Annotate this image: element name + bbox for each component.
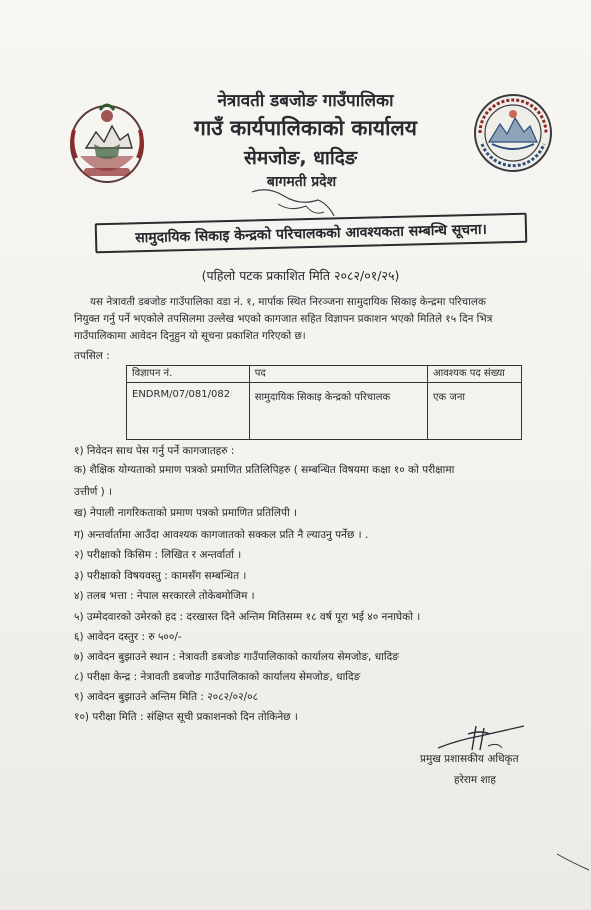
list-item: १०) परीक्षा मिति : संक्षिप्त सूची प्रकाशनको दिन तोकिनेछ । <box>74 711 298 723</box>
table-cell: ENDRM/07/081/082 <box>127 383 250 440</box>
list-item: १) निवेदन साथ पेस गर्नु पर्ने कागजातहरु : <box>74 445 235 457</box>
column-header: आवश्यक पद संख्या <box>428 366 522 383</box>
intro-line: नियुक्त गर्नु पर्ने भएकोले तपसिलमा उल्लेख भएको कागजात सहित विज्ञापन प्रकाशन भएको मितिले १५ दिन भित्र <box>74 313 493 325</box>
notice-title-text: सामुदायिक सिकाइ केन्द्रको परिचालकको आवश्यकता सम्बन्धि सूचना। <box>135 221 487 246</box>
list-item: उत्तीर्ण ) । <box>74 486 113 498</box>
vacancy-table <box>126 365 522 440</box>
office-location: सेमजोङ, धादिङ <box>244 147 357 169</box>
signatory-title: प्रमुख प्रशासकीय अधिकृत <box>420 753 519 765</box>
signatory-name: हरेराम शाह <box>454 774 496 786</box>
table-cell: एक जना <box>428 383 522 440</box>
list-item: ५) उम्मेदवारको उमेरको हद : दरखास्त दिने अन्तिम मितिसम्म १८ वर्ष पूरा भई ४० ननाघेको । <box>74 611 421 623</box>
tapsil-label: तपसिल : <box>74 350 110 362</box>
province-name: बागमती प्रदेश <box>266 174 337 190</box>
municipality-name: नेत्रावती डबजोङ गाउँपालिका <box>217 91 394 111</box>
list-item: २) परीक्षाको किसिम : लिखित र अन्तर्वार्ता । <box>74 549 242 561</box>
list-item: ग) अन्तर्वार्तामा आउँदा आवश्यक कागजातको सक्कल प्रति नै ल्याउनु पर्नेछ । . <box>74 529 369 541</box>
handwritten-signature <box>428 720 528 754</box>
list-item: ७) आवेदन बुझाउने स्थान : नेत्रावती डबजोङ गाउँपालिकाको कार्यालय सेमजोङ, धादिङ <box>74 651 399 663</box>
list-item: ४) तलब भत्ता : नेपाल सरकारले तोकेबमोजिम । <box>74 590 255 602</box>
list-item: ८) परीक्षा केन्द्र : नेत्रावती डबजोङ गाउँपालिकाको कार्यालय सेमजोङ, धादिङ <box>74 671 361 683</box>
intro-paragraph <box>74 294 536 345</box>
list-item: ख) नेपाली नागरिकताको प्रमाण पत्रको प्रमाणित प्रतिलिपी । <box>74 507 297 519</box>
column-header: पद <box>249 366 427 383</box>
publication-date-line: (पहिलो पटक प्रकाशित मिति २०८२/०१/२५) <box>201 268 400 283</box>
list-item: ६) आवेदन दस्तुर : रु ५००/- <box>74 631 182 643</box>
column-header: विज्ञापन नं. <box>127 366 250 383</box>
intro-line: यस नेत्रावती डबजोङ गाउँपालिका वडा नं. १, मार्पाक स्थित निरञ्जना सामुदायिक सिकाइ केन्द्रमा परिचालक <box>90 296 486 308</box>
list-item: क) शैक्षिक योग्यताको प्रमाण पत्रको प्रमाणित प्रतिलिपिहरु ( सम्बन्धित विषयमा कक्षा १० को परीक्षामा <box>74 464 455 476</box>
handwritten-stamp-mark <box>248 182 338 222</box>
list-item: ३) परीक्षाको विषयवस्तु : कामसँग सम्बन्धित । <box>74 570 247 582</box>
office-name: गाउँ कार्यपालिकाको कार्यालय <box>194 116 417 140</box>
table-header-row <box>127 366 522 383</box>
list-item: ९) आवेदन बुझाउने अन्तिम मिति : २०८२/०२/०८ <box>74 691 259 703</box>
table-cell: सामुदायिक सिकाइ केन्द्रको परिचालक <box>249 383 427 440</box>
page-corner-mark <box>555 850 591 872</box>
intro-line: गाउँपालिकामा आवेदन दिनुहुन यो सूचना प्रकाशित गरिएको छ। <box>74 330 306 342</box>
table-row <box>127 383 522 440</box>
